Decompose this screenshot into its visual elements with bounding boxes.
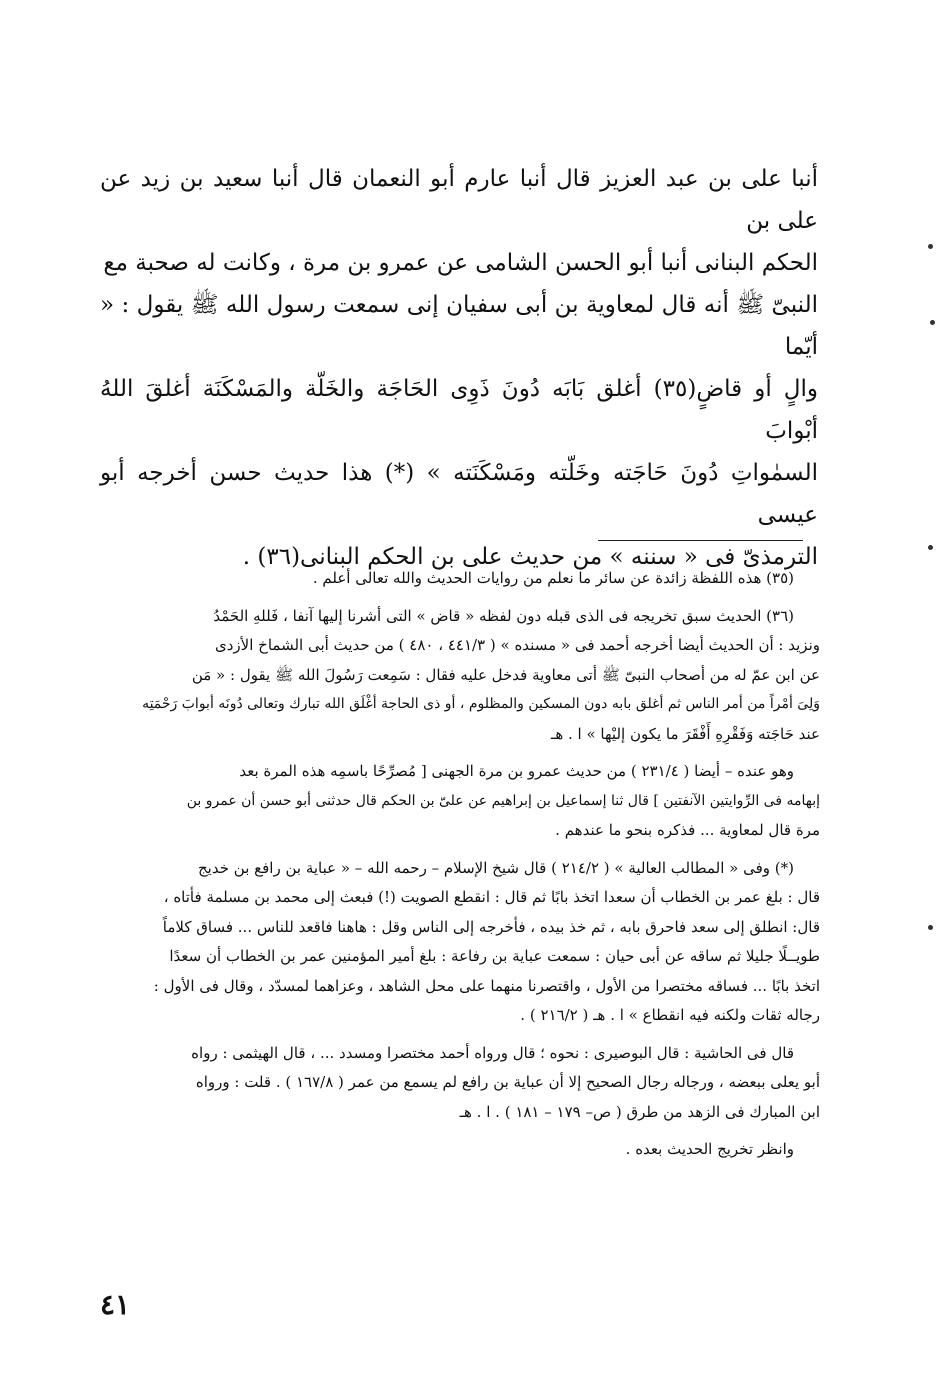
footnote-35 xyxy=(108,564,820,594)
footnote-line: عند حَاجَته وَفَقْرِهِ أَفْقَرَ ما يكون إليْها » ا . هـ xyxy=(550,724,820,743)
footnote-line: وهو عنده – أيضا ( ٢٣١/٤ ) من حديث عمرو بن مرة الجهنى [ مُصرِّحًا باسمِه هذه المرة بعد xyxy=(239,762,794,780)
footnote-line: طويــلًا جليلا ثم ساقه عن أبى حيان : سمعت عباية بن رفاعة : بلغ أمير المؤمنين عمر بن الخطاب أن سعدًا xyxy=(169,947,820,965)
footnote-line: مرة قال لمعاوية ... فذكره بنحو ما عندهم . xyxy=(555,821,820,839)
footnote-line: عن ابن عمّ له من أصحاب النبىّ ﷺ أتى معاوية فدخل عليه فقال : سَمِعت رَسُولَ الله ﷺ يقول : « مَن xyxy=(191,665,820,684)
margin-mark xyxy=(930,320,935,325)
footnote-separator xyxy=(598,540,803,541)
footnote-36 xyxy=(108,602,820,750)
main-line: الحكم البنانى أنبا أبو الحسن الشامى عن عمرو بن مرة ، وكانت له صحبة مع xyxy=(103,250,818,276)
margin-mark xyxy=(928,925,933,930)
footnote-final xyxy=(108,1135,820,1165)
main-line: السمٰواتِ دُونَ حَاجَته وخَلّته ومَسْكَنَته » (*) هذا حديث حسن أخرجه أبو عيسى xyxy=(100,460,818,528)
footnote-36-continued xyxy=(108,757,820,846)
footnote-star xyxy=(108,854,820,1031)
footnote-line: (٣٦) الحديث سبق تخريجه فى الذى قبله دون لفظه « قاض » التى أشرنا إليها آنفا ، فَللهِ الحَمْدُ xyxy=(213,606,794,625)
main-line: النبىّ ﷺ أنه قال لمعاوية بن أبى سفيان إنى سمعت رسول الله ﷺ يقول : « أيّما xyxy=(100,292,818,360)
footnotes xyxy=(108,564,820,1173)
footnote-line: قال : بلغ عمر بن الخطاب أن سعدا اتخذ بابًا ثم قال : انقطع الصويت (!) فبعث إلى محمد بن مسلمة فأتاه ، xyxy=(163,888,820,906)
footnote-line: وَلِىَ أمْراً من أمر الناس ثم أغلق بابه دون المسكين والمظلوم ، أو ذى الحاجة أغْلَق الله تبارك وتعالى دُونَه أبوابَ رَحْمَتِه xyxy=(142,696,820,712)
footnote-line: قال فى الحاشية : قال البوصيرى : نحوه ؛ قال ورواه أحمد مختصرا ومسدد ... ، قال الهيثمى : رواه xyxy=(191,1043,794,1062)
footnote-line: (٣٥) هذه اللفظة زائدة عن سائر ما نعلم من روايات الحديث والله تعالى أعلم . xyxy=(312,569,794,587)
footnote-hashiya xyxy=(108,1039,820,1128)
main-text xyxy=(100,158,818,578)
footnote-line: رجاله ثقات ولكنه فيه انقطاع » ا . هـ ( ٢١٦/٢ ) . xyxy=(520,1006,820,1024)
margin-mark xyxy=(928,244,933,249)
footnote-line: ابن المبارك فى الزهد من طرق ( ص– ١٧٩ – ١٨١ ) . ا . هـ xyxy=(459,1102,820,1121)
margin-mark xyxy=(928,545,933,550)
main-line: أنبا على بن عبد العزيز قال أنبا عارم أبو النعمان قال أنبا سعيد بن زيد عن على بن xyxy=(100,166,818,234)
footnote-line: إبهامه فى الرِّوايتين الآنفتين ] قال ثنا إسماعيل بن إبراهيم عن علىّ بن الحكم قال حدثنى أبو حسن أن عمرو بن xyxy=(186,792,820,809)
footnote-line: اتخذ بابًا ... فساقه مختصرا من الأول ، واقتصرنا منهما على محل الشاهد ، وعزاهما لمسدّد ، وقال فى الأول : xyxy=(153,976,820,995)
page-number: ٤١ xyxy=(100,1288,131,1321)
footnote-line: (*) وفى « المطالب العالية » ( ٢١٤/٢ ) قال شيخ الإسلام – رحمه الله – « عباية بن رافع بن خديج xyxy=(198,858,794,877)
footnote-line: قال: انطلق إلى سعد فاحرق بابه ، ثم خذ بيده ، فأخرجه إلى الناس وقل : هاهنا فاقعد للناس ... فساق كلاماً xyxy=(162,917,820,936)
footnote-line: ونزيد : أن الحديث أيضا أخرجه أحمد فى « مسنده » ( ٤٤١/٣ ، ٤٨٠ ) من حديث أبى الشماخ الأزدى xyxy=(215,636,820,654)
main-line: والٍ أو قاضٍ(٣٥) أغلق بَابَه دُونَ ذَوِى الحَاجَة والخَلّة والمَسْكَنَة أغلقَ اللهُ أبْوابَ xyxy=(100,376,818,444)
footnote-line: وانظر تخريج الحديث بعده . xyxy=(625,1140,794,1158)
footnote-line: أبو يعلى ببعضه ، ورجاله رجال الصحيح إلا أن عباية بن رافع لم يسمع من عمر ( ١٦٧/٨ ) . قلت : ورواه xyxy=(195,1073,820,1091)
main-line: الترمذىّ فى « سننه » من حديث على بن الحكم البنانى(٣٦) . xyxy=(242,544,818,570)
